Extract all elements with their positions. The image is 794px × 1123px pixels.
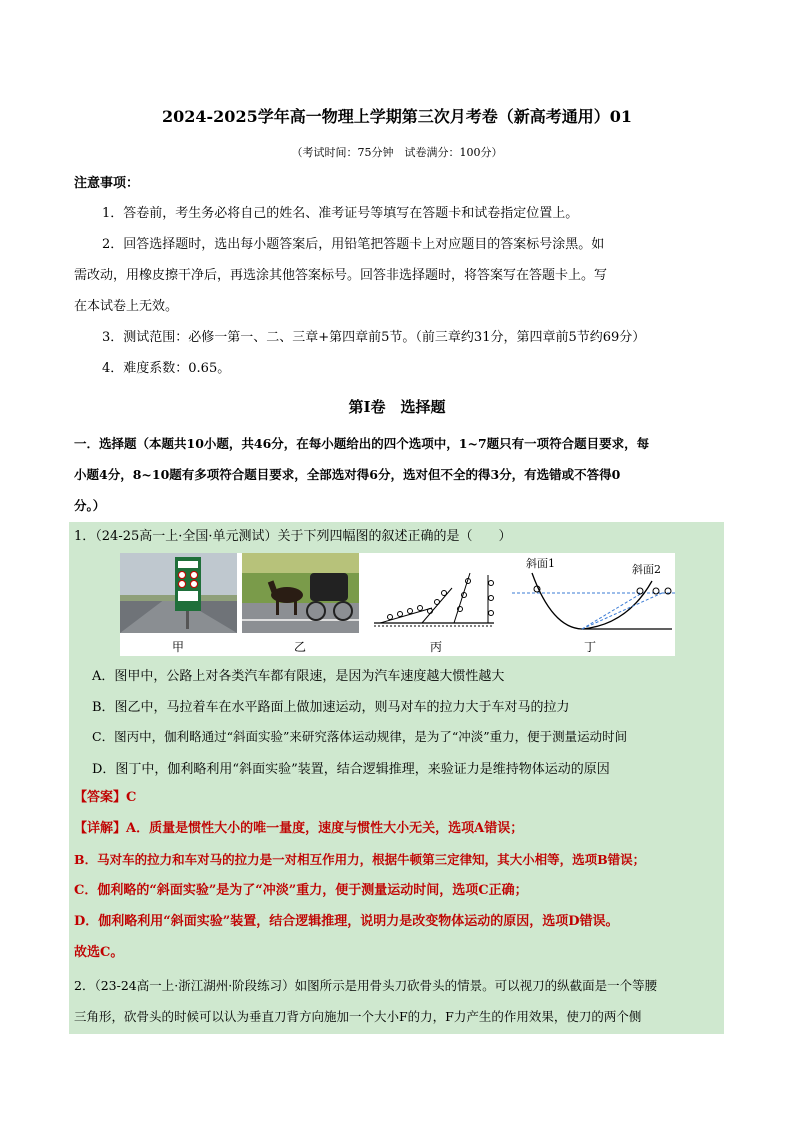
option-b: B．图乙中，马拉着车在水平路面上做加速运动，则马对车的拉力大于车对马的拉力 [92, 700, 570, 715]
figure-label-jia: 甲 [171, 640, 184, 654]
question-1-stem: 1．（24-25高一上·全国·单元测试）关于下列四幅图的叙述正确的是（ ） [74, 529, 512, 544]
question-2-line: 三角形，砍骨头的时候可以认为垂直刀背方向施加一个大小F的力，F力产生的作用效果，使刀的两个侧 [74, 1009, 642, 1024]
notice-line: 1．答卷前，考生务必将自己的姓名、准考证号等填写在答题卡和试卷指定位置上。 [102, 206, 579, 221]
slope-label: 斜面1 [526, 557, 555, 570]
answer-label: 【答案】 [74, 790, 127, 805]
section-title: 第Ⅰ卷 选择题 [348, 398, 446, 416]
notice-line: 2．回答选择题时，选出每小题答案后，用铅笔把答题卡上对应题目的答案标号涂黑。如 [102, 237, 605, 252]
road-sign-image [120, 553, 237, 633]
conclusion: 故选C。 [74, 945, 124, 960]
detail-label: 【详解】 [74, 821, 127, 836]
detail-text: B．马对车的拉力和车对马的拉力是一对相互作用力，根据牛顿第三定律知，其大小相等，选项B错误； [74, 852, 646, 867]
inclined-plane-diagram [372, 553, 497, 633]
part-instruction: 小题4分，8~10题有多项符合题目要求，全部选对得6分，选对但不全的得3分，有选错或不答得0 [74, 467, 621, 482]
detail-line [74, 820, 523, 838]
question-2-line: 2．（23-24高一上·浙江湖州·阶段练习）如图所示是用骨头刀砍骨头的情景。可以视刀的纵截面是一个等腰 [74, 978, 658, 993]
figure-label-ding: 丁 [583, 640, 596, 654]
question-1-figures [120, 553, 675, 656]
figure-label-bing: 丙 [429, 640, 442, 654]
part-instruction: 分。） [74, 498, 106, 513]
figure-jia [120, 553, 237, 633]
horse-carriage-image [242, 553, 359, 633]
detail-text: D．伽利略利用“斜面实验”装置，结合逻辑推理，说明力是改变物体运动的原因，选项D错误。 [74, 914, 619, 929]
option-c: C．图丙中，伽利略通过“斜面实验”来研究落体运动规律，是为了“冲淡”重力，便于测量运动时间 [92, 729, 628, 744]
option-a: A．图甲中，公路上对各类汽车都有限速，是因为汽车速度越大惯性越大 [92, 669, 505, 684]
part-instruction: 一．选择题（本题共10小题，共46分，在每小题给出的四个选项中，1~7题只有一项符合题目要求，每 [74, 436, 650, 451]
figure-ding [512, 553, 675, 635]
figure-yi [242, 553, 359, 633]
notice-line: 4．难度系数：0.65。 [102, 361, 231, 376]
figure-bing [372, 553, 497, 633]
option-d: D．图丁中，伽利略利用“斜面实验”装置，结合逻辑推理，来验证力是维持物体运动的原因 [92, 762, 610, 777]
notice-line: 在本试卷上无效。 [74, 299, 179, 314]
answer-value: C [126, 790, 137, 805]
notice-heading: 注意事项： [74, 176, 140, 191]
two-slope-diagram [512, 553, 675, 635]
detail-text: C．伽利略的“斜面实验”是为了“冲淡”重力，便于测量运动时间，选项C正确； [74, 883, 528, 898]
notice-line: 需改动，用橡皮擦干净后，再选涂其他答案标号。回答非选择题时，将答案写在答题卡上。写 [74, 268, 608, 283]
page-title: 2024-2025学年高一物理上学期第三次月考卷（新高考通用）01 [162, 107, 632, 126]
figure-label-yi: 乙 [293, 640, 306, 654]
answer-line [74, 789, 136, 807]
notice-line: 3．测试范围：必修一第一、二、三章+第四章前5节。（前三章约31分，第四章前5节约69分） [102, 330, 646, 345]
page-subtitle: （考试时间：75分钟 试卷满分：100分） [291, 146, 503, 159]
slope-label: 斜面2 [632, 563, 661, 576]
detail-text: A．质量是惯性大小的唯一量度，速度与惯性大小无关，选项A错误； [126, 821, 524, 836]
